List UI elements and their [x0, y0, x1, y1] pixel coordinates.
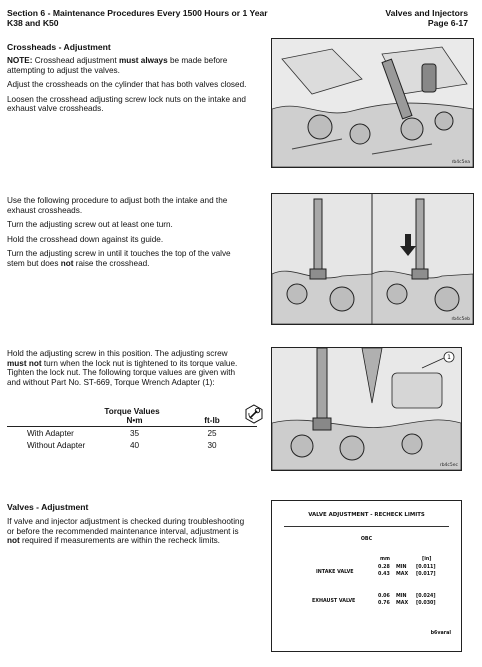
limits-subhead: OBC: [360, 537, 373, 542]
recheck-limits-table: [271, 500, 462, 652]
row-ftlb: 25: [207, 429, 217, 438]
torque-post: turn when the lock nut is tightened to its torque value. Tighten the lock nut. The following torque values are given with and without Part No. ST-669, Torque Wrench Adapter (1):: [7, 358, 238, 387]
unit-mm: mm: [380, 557, 390, 562]
figure-ref: rb4c5eb: [451, 317, 470, 322]
engine-illustration-1: [272, 39, 473, 167]
valves-pre: If valve and injector adjustment is checked during troubleshooting or before the recommended maintenance interval, adjustment is: [7, 517, 245, 536]
callout-number: 1: [447, 354, 451, 361]
torque-table: [7, 407, 257, 450]
crosshead-loosen-figure: [271, 38, 474, 168]
note-emphasis: must always: [118, 56, 168, 65]
page-number: Page 6-17: [427, 18, 468, 28]
intake-min-label: MIN: [396, 565, 407, 570]
note-paragraph: [7, 56, 247, 75]
valves-text: [7, 517, 247, 546]
exhaust-max-mm: 0.76: [378, 601, 390, 606]
note-post: be made before attempting to adjust the valves.: [7, 56, 228, 75]
figure-ref: rb4c5ec: [439, 463, 458, 468]
valves-emphasis: not: [7, 536, 20, 546]
torque-paragraph: [7, 349, 247, 387]
exhaust-max-in: [0.030]: [416, 601, 436, 606]
column-ftlb: ft-lb: [204, 416, 220, 425]
column-nm: N•m: [126, 416, 143, 425]
note-label: NOTE:: [7, 56, 33, 65]
limits-title: VALVE ADJUSTMENT - RECHECK LIMITS: [308, 512, 425, 518]
torque-emphasis: must not: [7, 358, 42, 368]
valves-paragraph: [7, 517, 247, 546]
exhaust-valve-label: EXHAUST VALVE: [312, 599, 356, 604]
row-nm: 35: [129, 429, 140, 438]
engine-illustration-3: [272, 348, 461, 470]
step-touch-stem: [7, 249, 247, 268]
limits-divider: [284, 526, 449, 527]
limits-ref: b6varal: [430, 631, 451, 636]
figure-ref: rb4c5ea: [451, 160, 470, 165]
step-touch-emphasis: not: [60, 258, 74, 268]
table-row: [7, 429, 257, 438]
step-turn-out: Turn the adjusting screw out at least one turn.: [7, 220, 173, 230]
procedure-text: [7, 196, 247, 269]
section-title: Section 6 - Maintenance Procedures Every 1500 Hours or 1 Year: [7, 8, 268, 18]
row-label: Without Adapter: [27, 441, 86, 450]
torque-table-title: Torque Values: [104, 407, 160, 416]
intake-max-in: [0.017]: [416, 572, 436, 577]
crosshead-adjust-figure: [271, 193, 474, 325]
row-label: With Adapter: [27, 429, 74, 438]
valves-post: required if measurements are within the recheck limits.: [22, 536, 220, 546]
intake-valve-label: INTAKE VALVE: [316, 570, 354, 575]
exhaust-min-in: [0.024]: [416, 594, 436, 599]
intake-max-mm: 0.43: [378, 572, 390, 577]
step-touch-pre: Turn the adjusting screw in until it touches the top of the valve stem but does: [7, 249, 231, 268]
crossheads-text: [7, 56, 247, 114]
torque-wrench-icon: [244, 404, 264, 424]
chapter-title: Valves and Injectors: [385, 8, 468, 18]
torque-table-header: [7, 416, 257, 427]
exhaust-min-mm: 0.06: [378, 594, 390, 599]
intake-min-in: [0.011]: [416, 565, 436, 570]
engine-illustration-2: [272, 194, 473, 324]
intake-max-label: MAX: [396, 572, 409, 577]
note-pre: Crosshead adjustment: [34, 56, 117, 65]
row-nm: 40: [129, 441, 140, 450]
row-ftlb: 30: [207, 441, 217, 450]
torque-text: [7, 349, 247, 387]
unit-in: [in]: [422, 557, 432, 562]
step-hold-down: Hold the crosshead down against its guide.: [7, 234, 164, 244]
torque-pre: Hold the adjusting screw in this position. The adjusting screw: [7, 349, 228, 358]
exhaust-max-label: MAX: [396, 601, 409, 606]
valves-heading: Valves - Adjustment: [7, 502, 89, 512]
torque-adapter-figure: [271, 347, 462, 471]
intake-min-mm: 0.28: [378, 565, 390, 570]
loosen-paragraph: Loosen the crosshead adjusting screw lock nuts on the intake and exhaust valve crossheads.: [7, 94, 246, 114]
adjust-paragraph: Adjust the crossheads on the cylinder that has both valves closed.: [7, 80, 247, 90]
step-touch-post: raise the crosshead.: [75, 258, 150, 268]
crossheads-heading: Crossheads - Adjustment: [7, 42, 111, 52]
table-row: [7, 441, 257, 450]
procedure-intro: Use the following procedure to adjust both the intake and the exhaust crossheads.: [7, 196, 228, 215]
models: K38 and K50: [7, 18, 59, 28]
exhaust-min-label: MIN: [396, 594, 407, 599]
